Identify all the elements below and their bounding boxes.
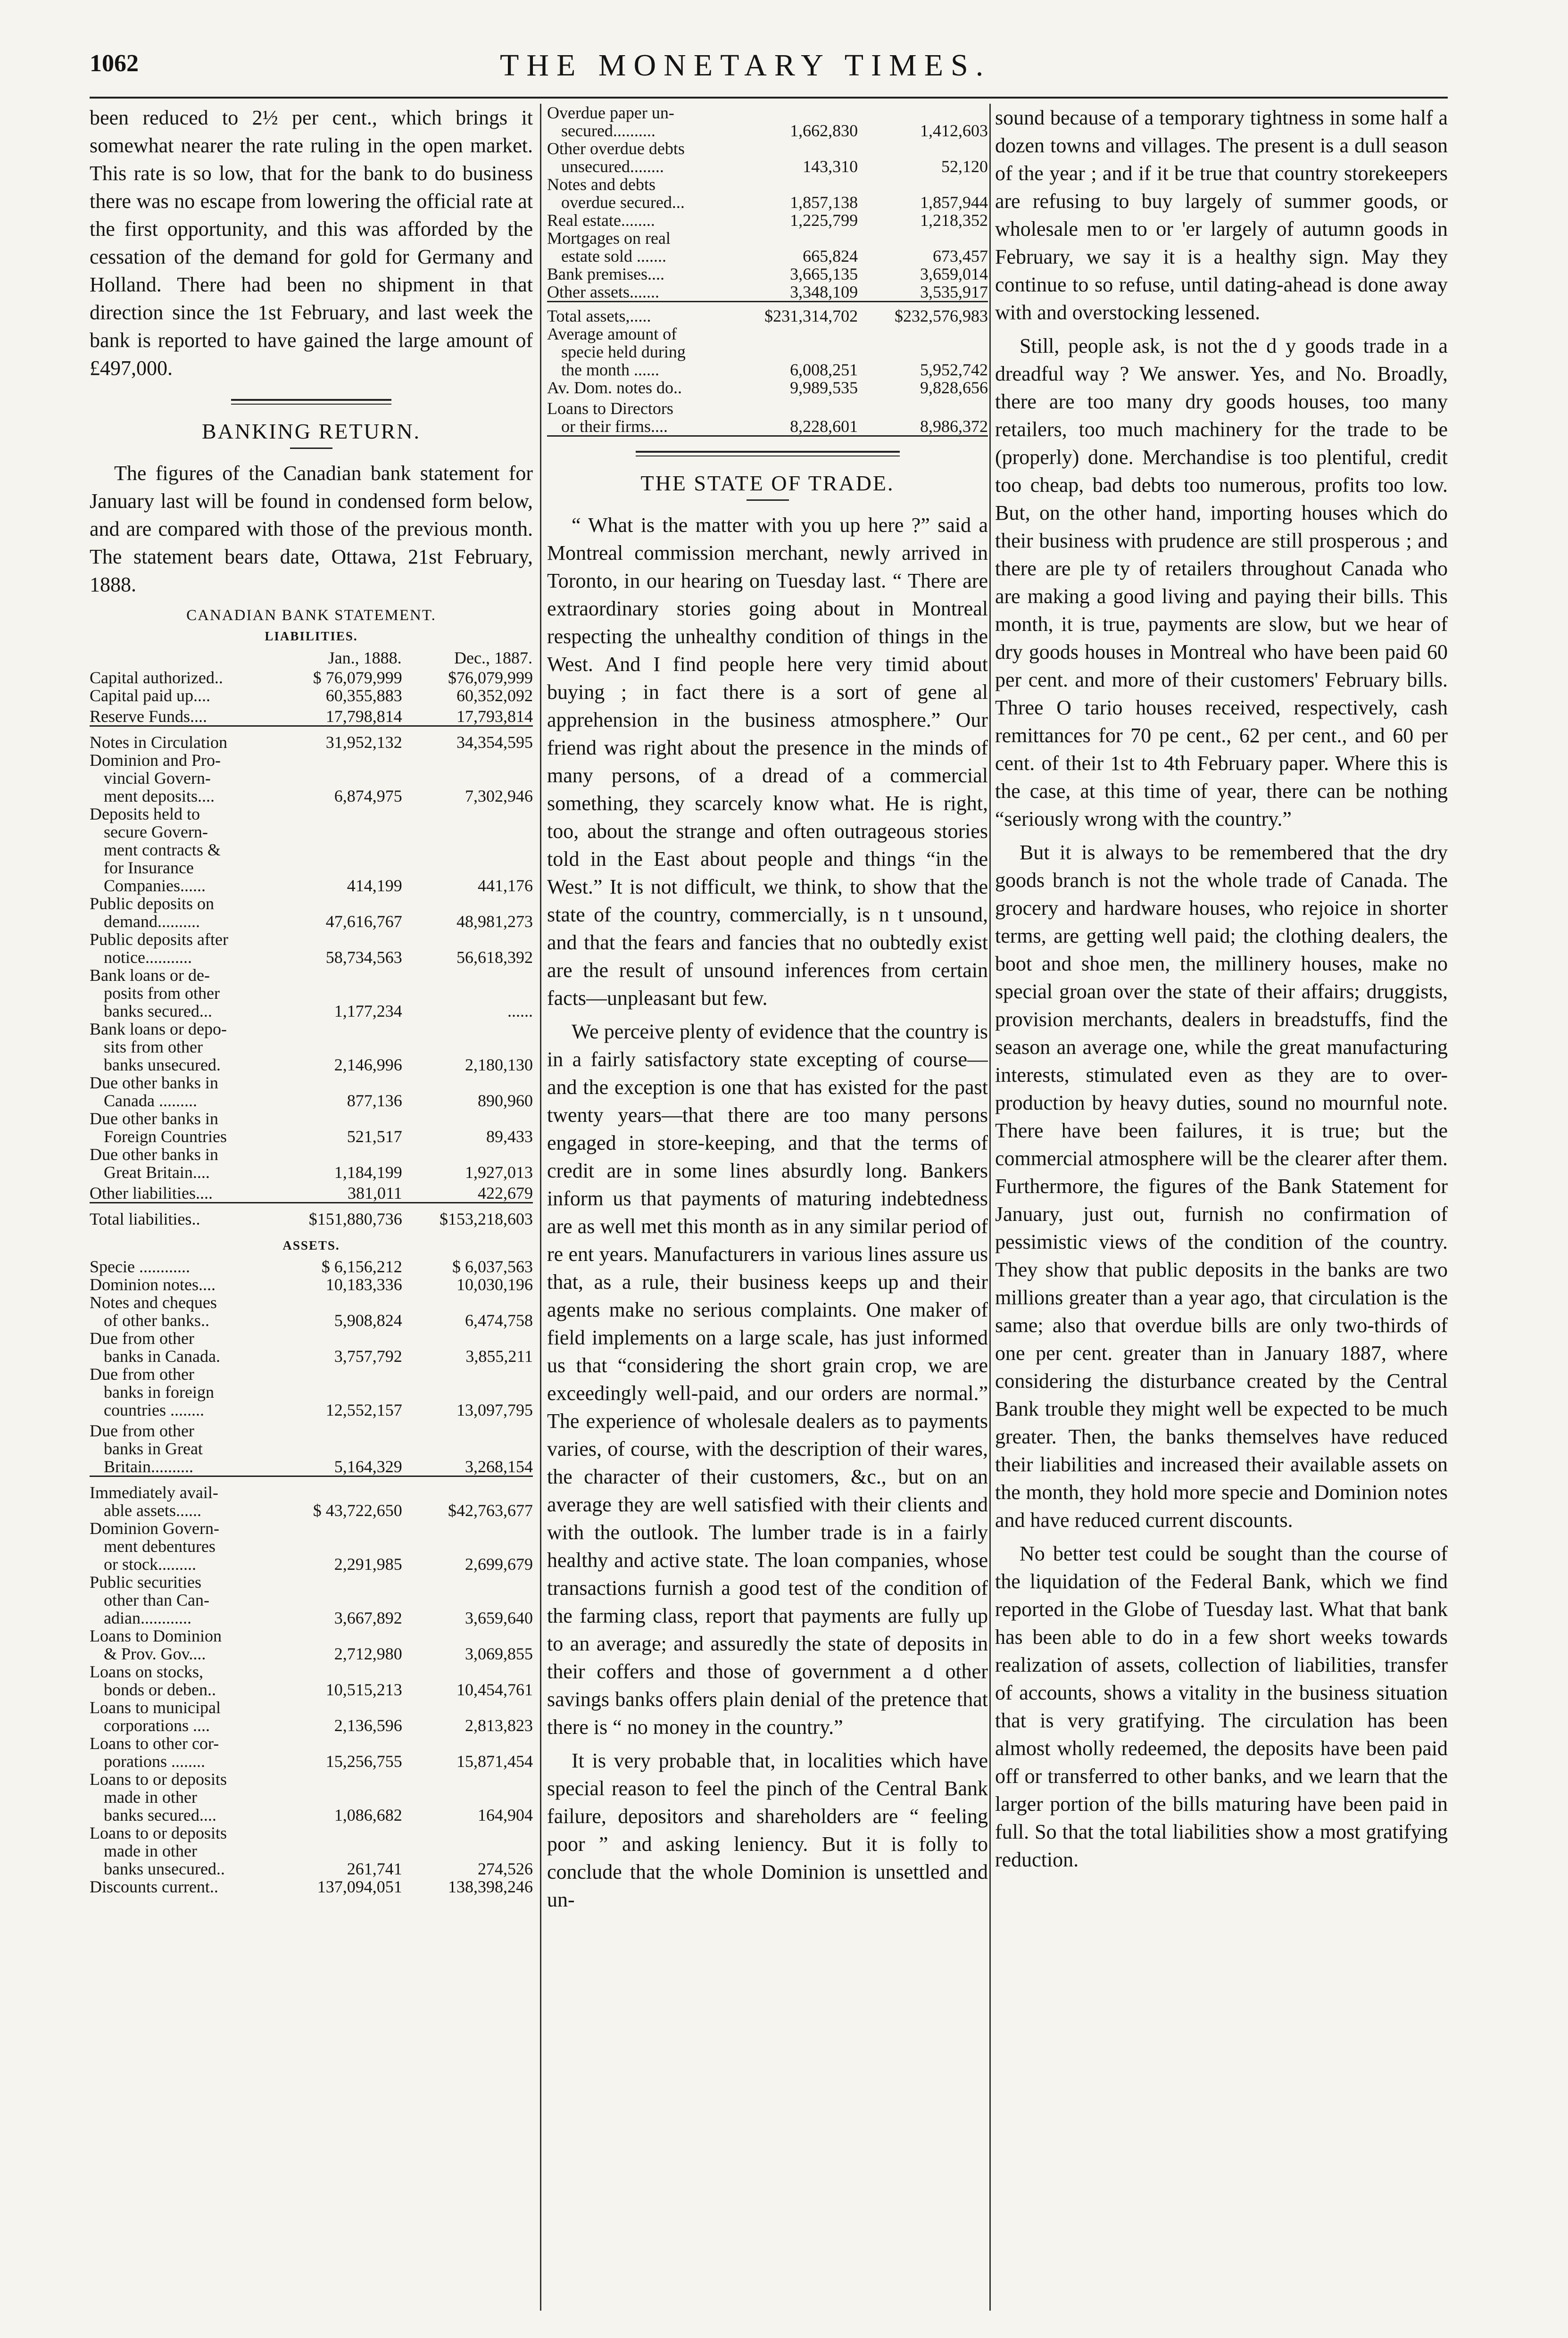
row-label-line: Discounts current..: [90, 1877, 218, 1896]
section-separator: [636, 451, 900, 456]
row-label: [90, 1824, 271, 1878]
statement-row: [547, 104, 988, 140]
statement-title: CANADIAN BANK STATEMENT.: [186, 607, 436, 624]
value-jan: 31,952,132: [325, 733, 402, 752]
value-dec: 2,699,679: [465, 1555, 533, 1574]
row-label-line: secure Govern-: [104, 822, 208, 841]
row-label: [90, 1419, 271, 1476]
row-label: [90, 1181, 271, 1203]
statement-row: [90, 1181, 533, 1203]
value-jan: 3,348,109: [790, 282, 858, 301]
row-label-line: Loans to municipal: [90, 1698, 221, 1717]
value-jan: 6,874,975: [334, 787, 402, 805]
value-jan: 414,199: [347, 876, 402, 895]
statement-row: [90, 1770, 533, 1824]
value-dec: 10,454,761: [456, 1680, 533, 1699]
row-label-line: Capital paid up....: [90, 686, 210, 705]
row-label-line: ment debentures: [104, 1537, 216, 1556]
row-label-line: vincial Govern-: [104, 769, 211, 788]
row-label-line: posits from other: [104, 984, 220, 1003]
row-label: [90, 1145, 271, 1181]
row-label-line: Dominion and Pro-: [90, 751, 221, 770]
value-jan: 6,008,251: [790, 360, 858, 379]
value-jan: 47,616,767: [325, 912, 402, 931]
value-dec: 274,526: [478, 1859, 533, 1878]
value-dec: 56,618,392: [456, 948, 533, 967]
value-jan: 3,757,792: [334, 1347, 402, 1366]
row-label-line: banks in foreign: [104, 1383, 214, 1401]
value-dec: 1,857,944: [920, 193, 988, 212]
statement-row: [90, 1329, 533, 1365]
value-jan: 15,256,755: [325, 1752, 402, 1771]
value-jan: 665,824: [803, 247, 858, 265]
row-label-line: notice...........: [104, 948, 192, 967]
value-jan: 10,183,336: [325, 1275, 402, 1294]
statement-row: [547, 379, 988, 397]
value-dec: 3,659,640: [465, 1608, 533, 1627]
total-liabilities-jan: $151,880,736: [308, 1210, 402, 1228]
row-label-line: Loans to or deposits: [90, 1824, 227, 1842]
row-label: [90, 705, 271, 726]
row-label-line: Deposits held to: [90, 804, 200, 823]
row-label: [90, 726, 271, 752]
value-dec: 3,069,855: [465, 1644, 533, 1663]
column-head-dec: Dec., 1887.: [454, 648, 532, 667]
row-label-line: Dominion Govern-: [90, 1519, 219, 1538]
statement-row: [90, 1663, 533, 1699]
value-dec: 48,981,273: [456, 912, 533, 931]
value-jan: 2,291,985: [334, 1555, 402, 1574]
value-jan: 17,798,814: [271, 705, 402, 726]
statement-row: [90, 1293, 533, 1329]
value-dec: 9,828,656: [920, 378, 988, 397]
column-head-jan: Jan., 1888.: [328, 648, 402, 667]
row-label-line: Notes and cheques: [90, 1293, 217, 1312]
statement-row: [547, 211, 988, 229]
row-label-line: ment deposits....: [104, 787, 215, 805]
row-label-line: Due other banks in: [90, 1109, 218, 1128]
row-label: [90, 1627, 271, 1663]
row-label-line: sits from other: [104, 1037, 203, 1056]
value-dec: 5,952,742: [920, 360, 988, 379]
row-label: [547, 175, 728, 211]
row-label: [547, 283, 728, 302]
statement-row: [90, 1573, 533, 1627]
value-dec: 52,120: [941, 157, 988, 176]
value-jan: 137,094,051: [317, 1877, 402, 1896]
row-label-line: Canada .........: [104, 1091, 197, 1110]
value-jan: 12,552,157: [325, 1401, 402, 1419]
masthead: THE MONETARY TIMES.: [500, 48, 991, 83]
total-assets-jan: $231,314,702: [728, 302, 858, 325]
banking-return-heading: BANKING RETURN.: [201, 419, 421, 443]
value-jan: 1,184,199: [334, 1163, 402, 1182]
statement-row: [90, 930, 533, 966]
value-jan: 60,355,883: [325, 686, 402, 705]
row-label-line: Due other banks in: [90, 1073, 218, 1092]
statement-row: [90, 1519, 533, 1573]
value-jan: 381,011: [271, 1181, 402, 1203]
value-jan: 877,136: [347, 1091, 402, 1110]
assets-continued-table: [547, 104, 988, 437]
value-dec: 1,218,352: [920, 211, 988, 230]
value-dec: $76,079,999: [448, 668, 533, 687]
row-label-line: Loans on stocks,: [90, 1662, 203, 1681]
value-dec: 34,354,595: [456, 733, 533, 752]
row-label-line: Britain..........: [104, 1457, 193, 1476]
value-dec: 1,927,013: [465, 1163, 533, 1182]
row-label-line: other than Can-: [104, 1591, 209, 1609]
value-jan: 521,517: [347, 1127, 402, 1146]
row-label-line: Public deposits after: [90, 930, 228, 949]
row-label-line: banks in Canada.: [104, 1347, 220, 1366]
value-jan: 9,989,535: [790, 378, 858, 397]
value-jan: $ 43,722,650: [313, 1501, 402, 1520]
row-label-line: unsecured........: [561, 157, 664, 176]
row-label-line: banks in Great: [104, 1439, 203, 1458]
value-dec: 10,030,196: [456, 1275, 533, 1294]
row-label-line: porations ........: [104, 1752, 205, 1771]
value-dec: 3,659,014: [920, 265, 988, 283]
article-paragraph: We perceive plenty of evidence that the country is in a fairly satisfactory state excepting of course—and the exception is one that has existed for the past twenty years—that there are too many persons engaged in store-keeping, and that the terms of credit are in some lines absurdly long. Bankers inform us that payments of maturing indebtedness are as well met this month as in any similar period of re ent years. Manufacturers in various lines assure us that, as a rule, their business keeps up and their agents make no serious complaints. One maker of field implements on a large scale, has just informed us that “considering the short grain crop, we are exceedingly well-paid, and our orders are normal.” The experience of wholesale dealers as to payments varies, of course, with the description of their wares, the character of their customers, &c., but on an average they are well satisfied with their clients and with the outlook. The lumber trade is in a fairly healthy and active state. The loan companies, whose transactions furnish a good test of the condition of the farming class, report that payments are fully up to an average; and assuredly the state of deposits in their coffers and those of government a d other savings banks offers plain denial of the pretence that there is “ no money in the country.”: [547, 1020, 988, 1739]
row-label: [90, 751, 271, 805]
value-dec: 89,433: [486, 1127, 533, 1146]
row-label-line: made in other: [104, 1788, 197, 1807]
row-label-line: made in other: [104, 1841, 197, 1860]
statement-row: [547, 397, 988, 436]
row-label-line: the month ......: [561, 360, 659, 379]
article-paragraph: Still, people ask, is not the d y goods trade in a dreadful way ? We answer. Yes, and No. Broadly, there are too many dry goods houses, too many retailers, too much machinery for the trade to be (properly) done. Merchandise is too plentiful, credit too cheap, bad debts too numerous, profits too low. But, on the other hand, importing houses which do their business with prudence are still prosperous ; and there are ple ty of retailers throughout Canada who are making a good living and paying their bills. This month, it is true, payments are slow, but we hear of dry goods houses in Montreal who have been paid 60 per cent. and more of their customers' February bills. Three O tario houses received, respectively, cash remittances for 70 pe cent., 62 per cent., and 60 per cent. of their 1st to 4th February paper. Where this is the case, at this time of year, there can be nothing “seriously wrong with the country.”: [995, 334, 1448, 830]
value-jan: 5,908,824: [334, 1311, 402, 1330]
value-jan: 1,857,138: [790, 193, 858, 212]
row-label-line: Public deposits on: [90, 894, 215, 913]
row-label: [547, 229, 728, 265]
row-label: [547, 325, 728, 379]
article-paragraph: “ What is the matter with you up here ?” said a Montreal commission merchant, newly arrived in Toronto, in our hearing on Tuesday last. “ There are extraordinary stories going about in Montreal respecting the unhealthy condition of things in the West. And I find people here very timid about buying ; in fact there is a sort of gene al apprehension in the business atmosphere.” Our friend was right about the presence in the minds of many persons, of a dread of a commercial something, they scarcely know what. He is right, too, about the strange and often outrageous stories told in the East about people and things “in the West.” It is not difficult, we think, to show that the state of the country, commercially, is n t unsound, and that the fears and fancies that no oubtedly exist are the result of unsound inferences from certain facts—unpleasant but few.: [547, 514, 988, 1010]
row-label-line: banks secured...: [104, 1002, 212, 1020]
row-label-line: Reserve Funds....: [90, 707, 207, 726]
row-label-line: Loans to Directors: [547, 399, 673, 418]
article-paragraph: But it is always to be remembered that the dry goods branch is not the whole trade of Canada. The grocery and hardware houses, who rejoice in shorter terms, are getting well paid; the clothing dealers, the boot and shoe men, the millinery houses, make no special groan over the state of their affairs; druggists, provision merchants, dealers in breadstuffs, find the season an average one, while the great manufacturing interests, stimulated even as they are to over-production by heavy duties, sound no mournful note. There have been failures, it is true; but the commercial atmosphere will be the clearer after them. Furthermore, the figures of the Bank Statement for January, just out, furnish no confirmation of pessimistic views of the condition of the country. They show that public deposits in the banks are two millions greater than a year ago, that circulation is the same; also that overdue bills are only two-thirds of one per cent. greater than in January 1887, where considering the disturbance created by the Central Bank trouble they might well be expected to be much greater. Then, the banks themselves have reduced their liabilities and increased their available assets on the month, they hold more specie and Dominion notes and have reduced current discounts.: [995, 841, 1448, 1532]
value-jan: $ 76,079,999: [313, 668, 402, 687]
heading-rule: [747, 499, 789, 501]
value-jan: 1,086,682: [334, 1806, 402, 1824]
row-label-line: Capital authorized..: [90, 668, 223, 687]
value-dec: 3,535,917: [920, 282, 988, 301]
value-dec: 422,679: [402, 1181, 533, 1203]
row-label-line: Foreign Countries: [104, 1127, 227, 1146]
row-label-line: Notes in Circulation: [90, 733, 227, 752]
row-label: [90, 1699, 271, 1734]
row-label-line: bonds or deben..: [104, 1680, 216, 1699]
value-jan: 2,146,996: [334, 1055, 402, 1074]
row-label: [90, 1110, 271, 1145]
value-dec: 2,813,823: [465, 1716, 533, 1735]
value-dec: 60,352,092: [456, 686, 533, 705]
banking-paragraph: The figures of the Canadian bank statement for January last will be found in condensed form below, and are compared with those of the previous month. The statement bears date, Ottawa, 21st February, 1888.: [90, 462, 533, 596]
row-label: [547, 379, 728, 397]
row-label-line: Other overdue debts: [547, 139, 685, 158]
row-label: [90, 895, 271, 930]
section-separator: [231, 399, 391, 405]
row-label: [90, 1329, 271, 1365]
value-dec: 1,412,603: [920, 121, 988, 140]
statement-row: [90, 1145, 533, 1181]
value-dec: 13,097,795: [456, 1401, 533, 1419]
value-dec: $ 6,037,563: [452, 1257, 533, 1276]
statement-row: [90, 1878, 533, 1896]
statement-row: [547, 140, 988, 175]
row-label-line: Due from other: [90, 1365, 194, 1384]
row-label-line: Other assets.......: [547, 282, 659, 301]
statement-row: [90, 1074, 533, 1110]
column-2: [547, 104, 988, 2311]
row-label-line: Immediately avail-: [90, 1483, 218, 1502]
row-label-line: Overdue paper un-: [547, 104, 674, 122]
state-of-trade-heading: THE STATE OF TRADE.: [640, 471, 895, 495]
article-paragraph: sound because of a temporary tightness in some half a dozen towns and villages. The present is a dull season of the year ; and if it be true that country storekeepers are refusing to buy largely of summer goods, or wholesale men to or 'er largely of autumn goods in February, we say it is a healthy sign. May they continue to so refuse, until dating-ahead is done away with and overstocking lessened.: [995, 106, 1448, 324]
row-label-line: Av. Dom. notes do..: [547, 378, 682, 397]
liabilities-table: [90, 648, 533, 1228]
row-label: [90, 1074, 271, 1110]
total-liabilities-dec: $153,218,603: [440, 1210, 533, 1228]
row-label-line: of other banks..: [104, 1311, 209, 1330]
row-label: [90, 1276, 271, 1293]
header-rule: [90, 97, 1448, 99]
statement-row: [90, 1699, 533, 1734]
statement-row: [90, 1276, 533, 1293]
row-label-line: banks secured....: [104, 1806, 216, 1824]
page-header: [90, 45, 1457, 97]
row-label-line: Due from other: [90, 1421, 194, 1440]
row-label-line: overdue secured...: [561, 193, 685, 212]
row-label: [547, 104, 728, 140]
statement-row: [90, 1734, 533, 1770]
value-dec: 673,457: [933, 247, 988, 265]
value-dec: 441,176: [478, 876, 533, 895]
row-label: [90, 930, 271, 966]
row-label-line: Notes and debts: [547, 175, 655, 194]
row-label-line: specie held during: [561, 342, 686, 361]
column-1: [90, 104, 533, 2311]
statement-row: [90, 966, 533, 1020]
row-label: [90, 1573, 271, 1627]
row-label-line: adian............: [104, 1608, 191, 1627]
row-label: [547, 140, 728, 175]
total-liabilities-label: Total liabilities..: [90, 1210, 200, 1228]
row-label-line: Public securities: [90, 1573, 201, 1592]
value-jan: 10,515,213: [325, 1680, 402, 1699]
value-dec: $42,763,677: [448, 1501, 533, 1520]
value-jan: 1,177,234: [334, 1002, 402, 1020]
row-label-line: countries ........: [104, 1401, 204, 1419]
statement-row: [90, 1365, 533, 1419]
value-dec: 7,302,946: [465, 787, 533, 805]
value-jan: 2,136,596: [334, 1716, 402, 1735]
row-label: [90, 1734, 271, 1770]
value-dec: 8,986,372: [858, 397, 988, 436]
row-label: [90, 1878, 271, 1896]
value-jan: 2,712,980: [334, 1644, 402, 1663]
column-divider: [989, 104, 991, 2311]
row-label: [90, 1258, 271, 1276]
row-label: [547, 265, 728, 283]
value-dec: 3,268,154: [402, 1419, 533, 1476]
value-jan: 3,667,892: [334, 1608, 402, 1627]
statement-row: [90, 1824, 533, 1878]
statement-row: [90, 1476, 533, 1520]
statement-row: [90, 895, 533, 930]
row-label-line: & Prov. Gov....: [104, 1644, 206, 1663]
row-label-line: Loans to Dominion: [90, 1626, 222, 1645]
row-label-line: Loans to or deposits: [90, 1770, 227, 1789]
statement-row: [90, 1419, 533, 1476]
row-label-line: Bank loans or depo-: [90, 1020, 227, 1038]
row-label: [90, 687, 271, 705]
row-label: [90, 669, 271, 687]
value-dec: 890,960: [478, 1091, 533, 1110]
value-dec: 138,398,246: [448, 1877, 533, 1896]
statement-row: [90, 669, 533, 687]
value-dec: 15,871,454: [456, 1752, 533, 1771]
row-label: [547, 211, 728, 229]
row-label-line: corporations ....: [104, 1716, 210, 1735]
row-label-line: Dominion notes....: [90, 1275, 216, 1294]
row-label-line: Bank loans or de-: [90, 966, 210, 985]
statement-row: [547, 229, 988, 265]
assets-table: [90, 1258, 533, 1896]
column-3: [995, 104, 1448, 2311]
row-label-line: ment contracts &: [104, 840, 221, 859]
row-label-line: Real estate........: [547, 211, 655, 230]
statement-row: [547, 265, 988, 283]
row-label-line: Other liabilities....: [90, 1184, 213, 1202]
value-dec: 164,904: [478, 1806, 533, 1824]
row-label-line: or their firms....: [561, 417, 668, 436]
row-label-line: Bank premises....: [547, 265, 664, 283]
value-dec: 17,793,814: [402, 705, 533, 726]
intro-paragraph: been reduced to 2½ per cent., which brings it somewhat nearer the rate ruling in the open market. This rate is so low, that for the bank to do business there was no escape from lowering the official rate at the first opportunity, and this was afforded by the cessation of the demand for gold for Germany and Holland. There had been no shipment in that direction since the 1st February, and last week the bank is reported to have gained the large amount of £497,000.: [90, 106, 533, 380]
row-label: [547, 397, 728, 436]
row-label-line: Specie ............: [90, 1257, 190, 1276]
statement-row: [90, 687, 533, 705]
row-label-line: Average amount of: [547, 324, 677, 343]
column-divider: [540, 104, 541, 2311]
value-jan: 5,164,329: [271, 1419, 402, 1476]
liabilities-title: LIABILITIES.: [265, 629, 358, 643]
total-assets-dec: $232,576,983: [858, 302, 988, 325]
value-jan: $ 6,156,212: [321, 1257, 402, 1276]
value-dec: 2,180,130: [465, 1055, 533, 1074]
article-paragraph: No better test could be sought than the course of the liquidation of the Federal Bank, which we find reported in the Globe of Tuesday last. What that bank has been able to do in a few short weeks towards realization of assets, collection of liabilities, transfer of accounts, shows a vitality in the business situation that is very gratifying. The circulation has been almost wholly redeemed, the deposits have been paid off or transferred to other banks, and we learn that the larger portion of the bills maturing have been paid in full. So that the total liabilities show a most gratifying reduction.: [995, 1542, 1448, 1871]
row-label-line: Loans to other cor-: [90, 1734, 219, 1753]
row-label: [90, 1476, 271, 1520]
value-dec: 3,855,211: [465, 1347, 533, 1366]
value-jan: 261,741: [347, 1859, 402, 1878]
statement-row: [90, 705, 533, 726]
row-label: [90, 1020, 271, 1074]
row-label-line: Due other banks in: [90, 1145, 218, 1164]
value-jan: 8,228,601: [728, 397, 858, 436]
statement-row: [547, 175, 988, 211]
statement-row: [90, 805, 533, 895]
row-label-line: secured..........: [561, 121, 655, 140]
value-jan: 3,665,135: [790, 265, 858, 283]
article-paragraph: It is very probable that, in localities which have special reason to feel the pinch of the Central Bank failure, depositors and shareholders are “ feeling poor ” and asking leniency. But it is folly to conclude that the whole Dominion is unsettled and un-: [547, 1749, 988, 1911]
heading-rule: [290, 448, 332, 449]
row-label-line: banks unsecured.: [104, 1055, 221, 1074]
statement-row: [90, 1258, 533, 1276]
row-label: [90, 1293, 271, 1329]
row-label: [90, 966, 271, 1020]
statement-row: [90, 1110, 533, 1145]
row-label-line: Companies......: [104, 876, 206, 895]
statement-row: [90, 1020, 533, 1074]
row-label-line: estate sold .......: [561, 247, 666, 265]
statement-row: [90, 751, 533, 805]
value-jan: 58,734,563: [325, 948, 402, 967]
value-dec: 6,474,758: [465, 1311, 533, 1330]
page-number: 1062: [90, 50, 139, 77]
value-dec: ......: [507, 1002, 533, 1020]
value-jan: 143,310: [803, 157, 858, 176]
row-label-line: Great Britain....: [104, 1163, 210, 1182]
value-jan: 1,225,799: [790, 211, 858, 230]
value-jan: 1,662,830: [790, 121, 858, 140]
row-label: [90, 1770, 271, 1824]
assets-title: ASSETS.: [282, 1238, 340, 1252]
row-label: [90, 1365, 271, 1419]
row-label-line: banks unsecured..: [104, 1859, 225, 1878]
row-label-line: Due from other: [90, 1329, 194, 1348]
row-label: [90, 805, 271, 895]
row-label-line: for Insurance: [104, 858, 194, 877]
row-label-line: Mortgages on real: [547, 229, 671, 248]
row-label-line: able assets......: [104, 1501, 201, 1520]
row-label-line: demand..........: [104, 912, 200, 931]
row-label: [90, 1663, 271, 1699]
row-label-line: or stock.........: [104, 1555, 196, 1574]
total-assets-label: Total assets,.....: [547, 302, 728, 325]
statement-row: [90, 726, 533, 752]
row-label: [90, 1519, 271, 1573]
statement-row: [90, 1627, 533, 1663]
statement-row: [547, 283, 988, 302]
statement-row: [547, 325, 988, 379]
